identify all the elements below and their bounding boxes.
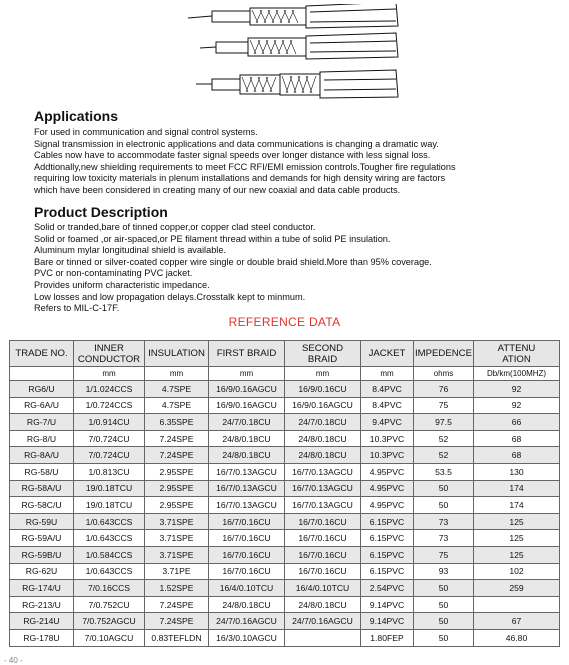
table-cell: 125 [474,530,560,547]
table-cell: 4.95PVC [361,497,414,514]
column-header: INNER CONDUCTOR [74,341,145,367]
applications-text [34,127,544,197]
table-cell: 76 [414,381,474,398]
table-cell: 6.15PVC [361,513,414,530]
table-row [10,447,560,464]
column-header: ATTENU ATION [474,341,560,367]
cable-drawing-1 [188,4,398,28]
table-cell: 125 [474,513,560,530]
table-cell: 6.15PVC [361,563,414,580]
table-cell: 50 [414,497,474,514]
table-cell: 75 [414,397,474,414]
table-cell: 16/7/0.13AGCU [285,497,361,514]
table-cell: 16/7/0.13AGCU [209,497,285,514]
table-row [10,463,560,480]
unit-cell: Db/km(100MHZ) [474,367,560,381]
table-cell: 16/7/0.16CU [209,513,285,530]
table-cell: RG-178U [10,629,74,646]
applications-heading: Applications [34,108,119,124]
table-cell: 16/7/0.16CU [285,530,361,547]
table-cell: 24/8/0.18CU [285,596,361,613]
table-row [10,580,560,597]
table-cell: 2.95SPE [145,463,209,480]
table-cell: RG-213/U [10,596,74,613]
table-cell: 7.24SPE [145,596,209,613]
product-description-heading: Product Description [34,204,168,220]
table-cell: 1/0.584CCS [74,546,145,563]
table-cell: 1.52SPE [145,580,209,597]
table-cell: 259 [474,580,560,597]
column-header: INSULATION [145,341,209,367]
table-cell: 9.4PVC [361,414,414,431]
table-cell: 24/7/0.16AGCU [285,613,361,630]
table-cell: 97.5 [414,414,474,431]
table-cell: RG-58/U [10,463,74,480]
table-cell: 24/7/0.18CU [209,414,285,431]
table-cell: 3.71SPE [145,530,209,547]
table-cell: 16/4/0.10TCU [285,580,361,597]
table-cell: 16/3/0.10AGCU [209,629,285,646]
table-cell: 24/7/0.18CU [285,414,361,431]
applications-line: Cables now have to accommodate faster signal speeds over longer distance with less signal loss. [34,150,431,161]
table-cell: 3.71SPE [145,546,209,563]
table-cell: 6.15PVC [361,546,414,563]
table-row [10,414,560,431]
table-cell: 7/0.16CCS [74,580,145,597]
table-cell: 130 [474,463,560,480]
table-cell: 10.3PVC [361,447,414,464]
table-cell: 4.95PVC [361,463,414,480]
table-cell: 16/7/0.16CU [209,563,285,580]
table-cell: RG-58C/U [10,497,74,514]
table-cell: 73 [414,530,474,547]
table-cell: 6.15PVC [361,530,414,547]
table-cell: 3.71SPE [145,513,209,530]
table-cell: 8.4PVC [361,397,414,414]
reference-data-title: REFERENCE DATA [228,315,341,329]
unit-cell: ohms [414,367,474,381]
applications-line: Addtionally,new shielding requirements to meet FCC RFI/EMI emission controls.Tougher fire regulations [34,161,456,172]
table-row [10,497,560,514]
table-cell [285,629,361,646]
table-cell: 2.54PVC [361,580,414,597]
table-cell: RG-214U [10,613,74,630]
table-cell: 16/7/0.13AGCU [209,463,285,480]
table-cell: 1/1.024CCS [74,381,145,398]
table-cell: RG-8A/U [10,447,74,464]
column-header: JACKET [361,341,414,367]
table-cell: 1/0.643CCS [74,513,145,530]
applications-line: Signal transmission in electronic applications and data communications is changing a dramatic way. [34,138,439,149]
cable-drawing-3 [196,70,398,98]
table-cell: 16/9/0.16AGCU [209,381,285,398]
table-cell: 50 [414,580,474,597]
table-cell: 50 [414,596,474,613]
table-cell: 2.95SPE [145,480,209,497]
description-line: PVC or non-contaminating PVC jacket. [34,268,193,279]
table-cell: 24/8/0.18CU [209,596,285,613]
table-cell: 16/7/0.13AGCU [285,463,361,480]
reference-data-table [9,340,560,647]
unit-cell: mm [209,367,285,381]
table-cell: 1/0.643CCS [74,563,145,580]
table-cell: 7.24SPE [145,430,209,447]
column-header: SECOND BRAID [285,341,361,367]
unit-cell: mm [74,367,145,381]
table-cell: 75 [414,546,474,563]
table-cell [474,596,560,613]
product-description-text [34,222,544,315]
table-cell: RG-62U [10,563,74,580]
table-cell: 50 [414,480,474,497]
table-cell: 16/7/0.16CU [285,546,361,563]
table-cell: 7/0.752CU [74,596,145,613]
table-cell: 24/8/0.18CU [209,430,285,447]
table-row [10,430,560,447]
table-cell: 9.14PVC [361,613,414,630]
table-cell: 8.4PVC [361,381,414,398]
table-cell: 9.14PVC [361,596,414,613]
description-line: Low losses and low propagation delays.Crosstalk kept to minmum. [34,291,306,302]
table-cell: 52 [414,447,474,464]
table-row [10,480,560,497]
table-cell: 46.80 [474,629,560,646]
table-cell: 50 [414,613,474,630]
table-cell: 52 [414,430,474,447]
table-cell: 3.71PE [145,563,209,580]
table-cell: 24/8/0.18CU [209,447,285,464]
table-row [10,513,560,530]
table-cell: 1/0.914CU [74,414,145,431]
table-row [10,381,560,398]
table-row [10,530,560,547]
table-cell: 67 [474,613,560,630]
table-cell: 93 [414,563,474,580]
table-cell: 174 [474,480,560,497]
table-cell: 4.95PVC [361,480,414,497]
description-line: Solid or foamed ,or air-spaced,or PE filament thread within a tube of solid PE insulation. [34,233,391,244]
table-cell: 1/0.724CCS [74,397,145,414]
description-line: Solid or tranded,bare of tinned copper,or copper clad steel conductor. [34,222,316,232]
description-line: Refers to MIL-C-17F. [34,303,120,314]
column-header: FIRST BRAID [209,341,285,367]
table-cell: RG-8/U [10,430,74,447]
table-cell: RG-58A/U [10,480,74,497]
table-cell: 2.95SPE [145,497,209,514]
table-cell: 7/0.752AGCU [74,613,145,630]
table-header-row [10,341,560,367]
table-row [10,629,560,646]
table-cell: 16/7/0.13AGCU [209,480,285,497]
table-cell: RG-59B/U [10,546,74,563]
table-cell: 19/0.18TCU [74,480,145,497]
table-cell: 53.5 [414,463,474,480]
table-cell: 92 [474,381,560,398]
table-cell: RG-174/U [10,580,74,597]
table-cell: 68 [474,447,560,464]
table-cell: 7/0.724CU [74,447,145,464]
unit-cell: mm [145,367,209,381]
table-cell: 4.7SPE [145,397,209,414]
table-cell: 92 [474,397,560,414]
unit-cell [10,367,74,381]
table-cell: 7/0.724CU [74,430,145,447]
table-cell: 16/9/0.16CU [285,381,361,398]
table-cell: RG-59U [10,513,74,530]
table-cell: 174 [474,497,560,514]
table-cell: 10.3PVC [361,430,414,447]
table-cell: 16/9/0.16AGCU [285,397,361,414]
applications-line: which have been considered in creating many of our new coaxial and data cable products. [34,184,401,195]
table-cell: 16/9/0.16AGCU [209,397,285,414]
table-cell: 16/7/0.16CU [285,513,361,530]
table-row [10,563,560,580]
applications-line: For used in communication and signal control systems. [34,127,258,137]
applications-line: requiring low toxicity materials in plenum installations and demands for high density wiring are factors [34,173,446,184]
table-row [10,596,560,613]
table-cell: 66 [474,414,560,431]
table-cell: 4.7SPE [145,381,209,398]
page-number: - 40 - [4,656,23,665]
table-cell: 73 [414,513,474,530]
column-header: IMPEDENCE [414,341,474,367]
table-cell: 19/0.18TCU [74,497,145,514]
description-line: Provides uniform characteristic impedance. [34,279,210,290]
table-cell: 0.83TEFLDN [145,629,209,646]
table-row [10,546,560,563]
table-cell: 24/7/0.16AGCU [209,613,285,630]
cable-drawing-2 [200,33,398,59]
column-header: TRADE NO. [10,341,74,367]
table-units-row [10,367,560,381]
table-cell: RG6/U [10,381,74,398]
table-cell: 1/0.813CU [74,463,145,480]
table-cell: 125 [474,546,560,563]
unit-cell: mm [285,367,361,381]
table-cell: 7/0.10AGCU [74,629,145,646]
description-line: Aluminum mylar longitudinal shield is available. [34,245,227,256]
table-cell: 16/7/0.16CU [209,546,285,563]
table-cell: 102 [474,563,560,580]
table-cell: 6.35SPE [145,414,209,431]
table-row [10,613,560,630]
table-cell: RG-7/U [10,414,74,431]
table-cell: 16/7/0.16CU [209,530,285,547]
coaxial-cables-illustration [150,4,400,102]
table-cell: 1.80FEP [361,629,414,646]
description-line: Bare or tinned or silver-coated copper wire single or double braid shield.More than 95% coverage. [34,256,432,267]
table-cell: RG-6A/U [10,397,74,414]
unit-cell: mm [361,367,414,381]
table-cell: 16/7/0.13AGCU [285,480,361,497]
table-cell: 24/8/0.18CU [285,447,361,464]
table-cell: 16/4/0.10TCU [209,580,285,597]
table-cell: 50 [414,629,474,646]
table-row [10,397,560,414]
table-cell: RG-59A/U [10,530,74,547]
table-cell: 7.24SPE [145,447,209,464]
table-cell: 68 [474,430,560,447]
table-cell: 1/0.643CCS [74,530,145,547]
table-cell: 16/7/0.16CU [285,563,361,580]
table-cell: 7.24SPE [145,613,209,630]
table-cell: 24/8/0.18CU [285,430,361,447]
